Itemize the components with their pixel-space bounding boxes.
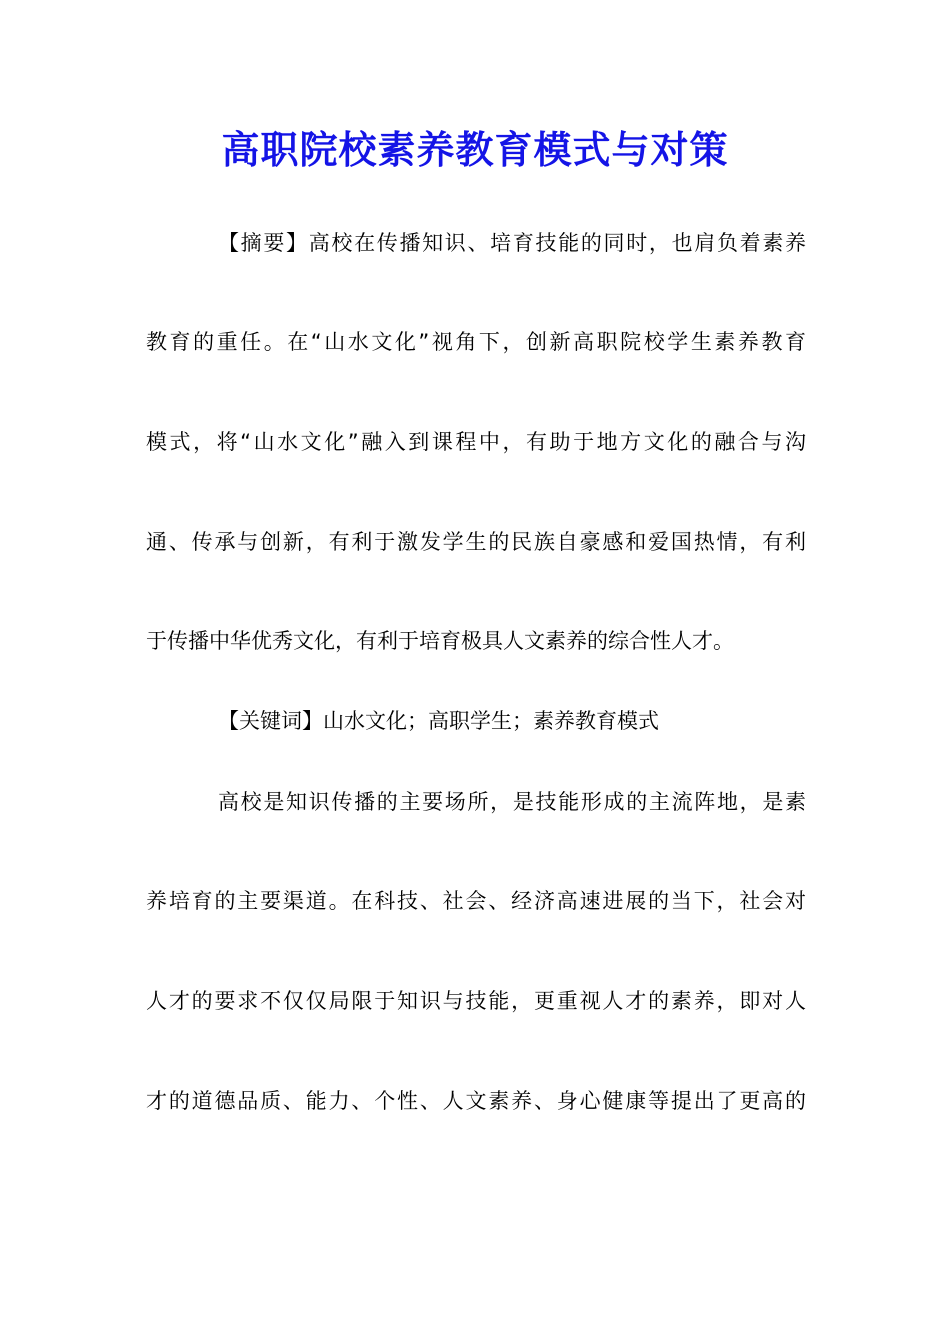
document-title: 高职院校素养教育模式与对策: [221, 127, 729, 172]
abstract-line: 教育的重任。在“山水文化”视角下，创新高职院校学生素养教育: [146, 330, 806, 354]
abstract-line: 【摘要】高校在传播知识、培育技能的同时，也肩负着素养: [218, 231, 806, 255]
body-line: 人才的要求不仅仅局限于知识与技能，更重视人才的素养，即对人: [146, 989, 806, 1013]
abstract-line: 通、传承与创新，有利于激发学生的民族自豪感和爱国热情，有利: [146, 530, 806, 554]
abstract-line: 模式，将“山水文化”融入到课程中，有助于地方文化的融合与沟: [146, 430, 806, 454]
body-line: 才的道德品质、能力、个性、人文素养、身心健康等提出了更高的: [146, 1089, 806, 1113]
keywords-line: 【关键词】山水文化；高职学生；素养教育模式: [218, 709, 659, 733]
body-line: 高校是知识传播的主要场所，是技能形成的主流阵地，是素: [218, 790, 806, 814]
body-line: 养培育的主要渠道。在科技、社会、经济高速进展的当下，社会对: [146, 889, 806, 913]
abstract-line: 于传播中华优秀文化，有利于培育极具人文素养的综合性人才。: [146, 629, 734, 653]
